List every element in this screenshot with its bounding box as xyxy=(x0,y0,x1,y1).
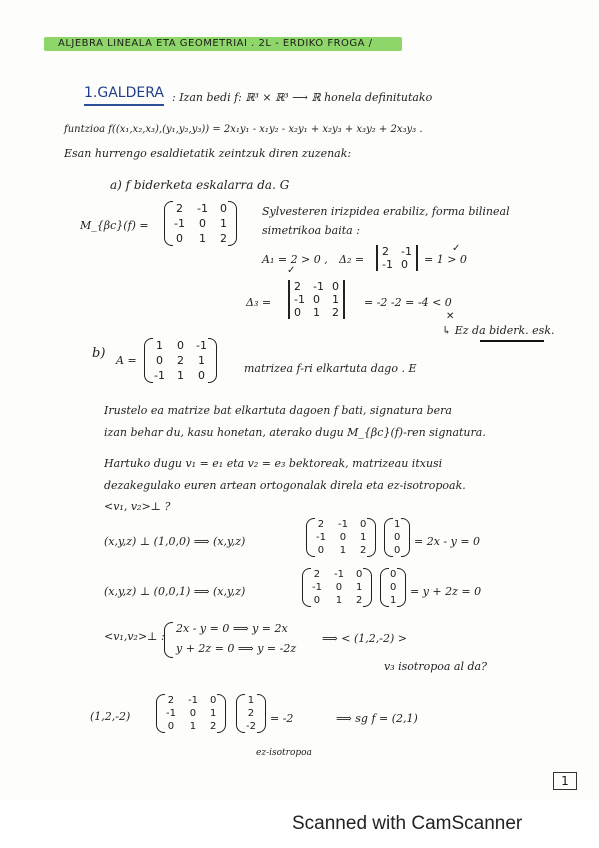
minor-a1: A₁ = 2 > 0 , xyxy=(262,253,328,266)
check-mark-icon: ✓ xyxy=(287,265,296,276)
part-a-conclusion: ↳ Ez da biderk. esk. xyxy=(442,324,555,337)
matrix-label: M_{βc}(f) = xyxy=(80,219,149,232)
sylvester-text-2: simetrikoa baita : xyxy=(262,224,360,237)
part-b-para-3: Hartuko dugu v₁ = e₁ eta v₂ = e₃ bektoreak, matrizeau itxusi xyxy=(104,457,443,470)
part-b-para-1: Irustelo ea matrize bat elkartuta dagoen f bati, signatura bera xyxy=(104,404,452,417)
heading-underline xyxy=(84,104,164,106)
matrix-a-label: A = xyxy=(116,354,137,367)
part-a-label: a) f biderketa eskalarra da. G xyxy=(110,178,290,192)
eq2-right: = y + 2z = 0 xyxy=(410,585,482,598)
question-heading: 1.GALDERA xyxy=(84,85,164,101)
part-b-para-5: <v₁, v₂>⊥ ? xyxy=(104,500,171,513)
system-eq-2: y + 2z = 0 ⟹ y = -2z xyxy=(176,642,297,655)
eq1-right: = 2x - y = 0 xyxy=(414,535,481,548)
cross-mark-icon: ✕ xyxy=(446,311,455,322)
final-vector: 1 2 -2 xyxy=(240,694,262,733)
system-result: ⟹ < (1,2,-2) > xyxy=(322,632,407,645)
question-intro-3: Esan hurrengo esaldietatik zeintzuk diren zuzenak: xyxy=(64,147,352,160)
system-note: v₃ isotropoa al da? xyxy=(384,660,487,673)
minor-d3-label: Δ₃ = xyxy=(246,296,272,309)
eq2-matrix: 2 -1 0 -1 0 1 0 1 2 xyxy=(306,568,368,607)
minor-d3-determinant: 2 -1 0 -1 0 1 0 1 2 xyxy=(290,280,343,319)
final-note: ez-isotropoa xyxy=(256,748,312,758)
matrix-a: 1 0 -1 0 2 1 -1 1 0 xyxy=(148,338,213,383)
final-equation: = -2 xyxy=(270,712,294,725)
sylvester-text-1: Sylvesteren irizpidea erabiliz, forma bilineal xyxy=(262,205,510,218)
gram-matrix: 2 -1 0 -1 0 1 0 1 2 xyxy=(168,201,233,246)
matrix-a-text: matrizea f-ri elkartuta dago . E xyxy=(244,362,417,375)
eq2-left: (x,y,z) ⊥ (0,0,1) ⟹ (x,y,z) xyxy=(104,585,246,598)
final-result: ⟹ sg f = (2,1) xyxy=(336,712,418,725)
question-intro-2: funtzioa f((x₁,x₂,x₃),(y₁,y₂,y₃)) = 2x₁y₁ - x₁y₂ - x₂y₁ + x₂y₃ + x₃y₂ + 2x₃y₃ . xyxy=(64,124,423,135)
exam-title: ALJEBRA LINEALA ETA GEOMETRIAI . 2L - ERDIKO FROGA / xyxy=(58,38,373,49)
minor-d2-label: Δ₂ = xyxy=(339,253,365,266)
part-b-label: b) xyxy=(92,346,106,361)
eq2-vector: 0 0 1 xyxy=(384,568,402,607)
eq1-matrix: 2 -1 0 -1 0 1 0 1 2 xyxy=(310,518,372,557)
final-matrix: 2 -1 0 -1 0 1 0 1 2 xyxy=(160,694,222,733)
final-vector-left: (1,2,-2) xyxy=(90,710,131,723)
minor-d2-result: = 1 > 0 xyxy=(424,253,467,266)
minor-d2-determinant: 2 -1 -1 0 xyxy=(378,245,416,271)
part-b-para-4: dezakegulako euren artean ortogonalak direla eta ez-isotropoak. xyxy=(104,479,466,492)
part-b-para-2: izan behar du, kasu honetan, aterako dugu M_{βc}(f)-ren signatura. xyxy=(104,426,486,439)
eq1-vector: 1 0 0 xyxy=(388,518,406,557)
eq1-left: (x,y,z) ⊥ (1,0,0) ⟹ (x,y,z) xyxy=(104,535,246,548)
conclusion-underline xyxy=(480,340,544,342)
scanner-footer: Scanned with CamScanner xyxy=(292,813,523,834)
system-brace xyxy=(164,622,173,658)
system-eq-1: 2x - y = 0 ⟹ y = 2x xyxy=(176,622,288,635)
system-prefix: <v₁,v₂>⊥ : xyxy=(104,630,165,643)
check-mark-icon: ✓ xyxy=(452,243,461,254)
page-number: 1 xyxy=(553,772,577,790)
question-intro-1: : Izan bedi f: ℝ³ × ℝ³ ⟶ ℝ honela definitutako xyxy=(172,91,433,104)
minor-d3-result: = -2 -2 = -4 < 0 xyxy=(364,296,452,309)
